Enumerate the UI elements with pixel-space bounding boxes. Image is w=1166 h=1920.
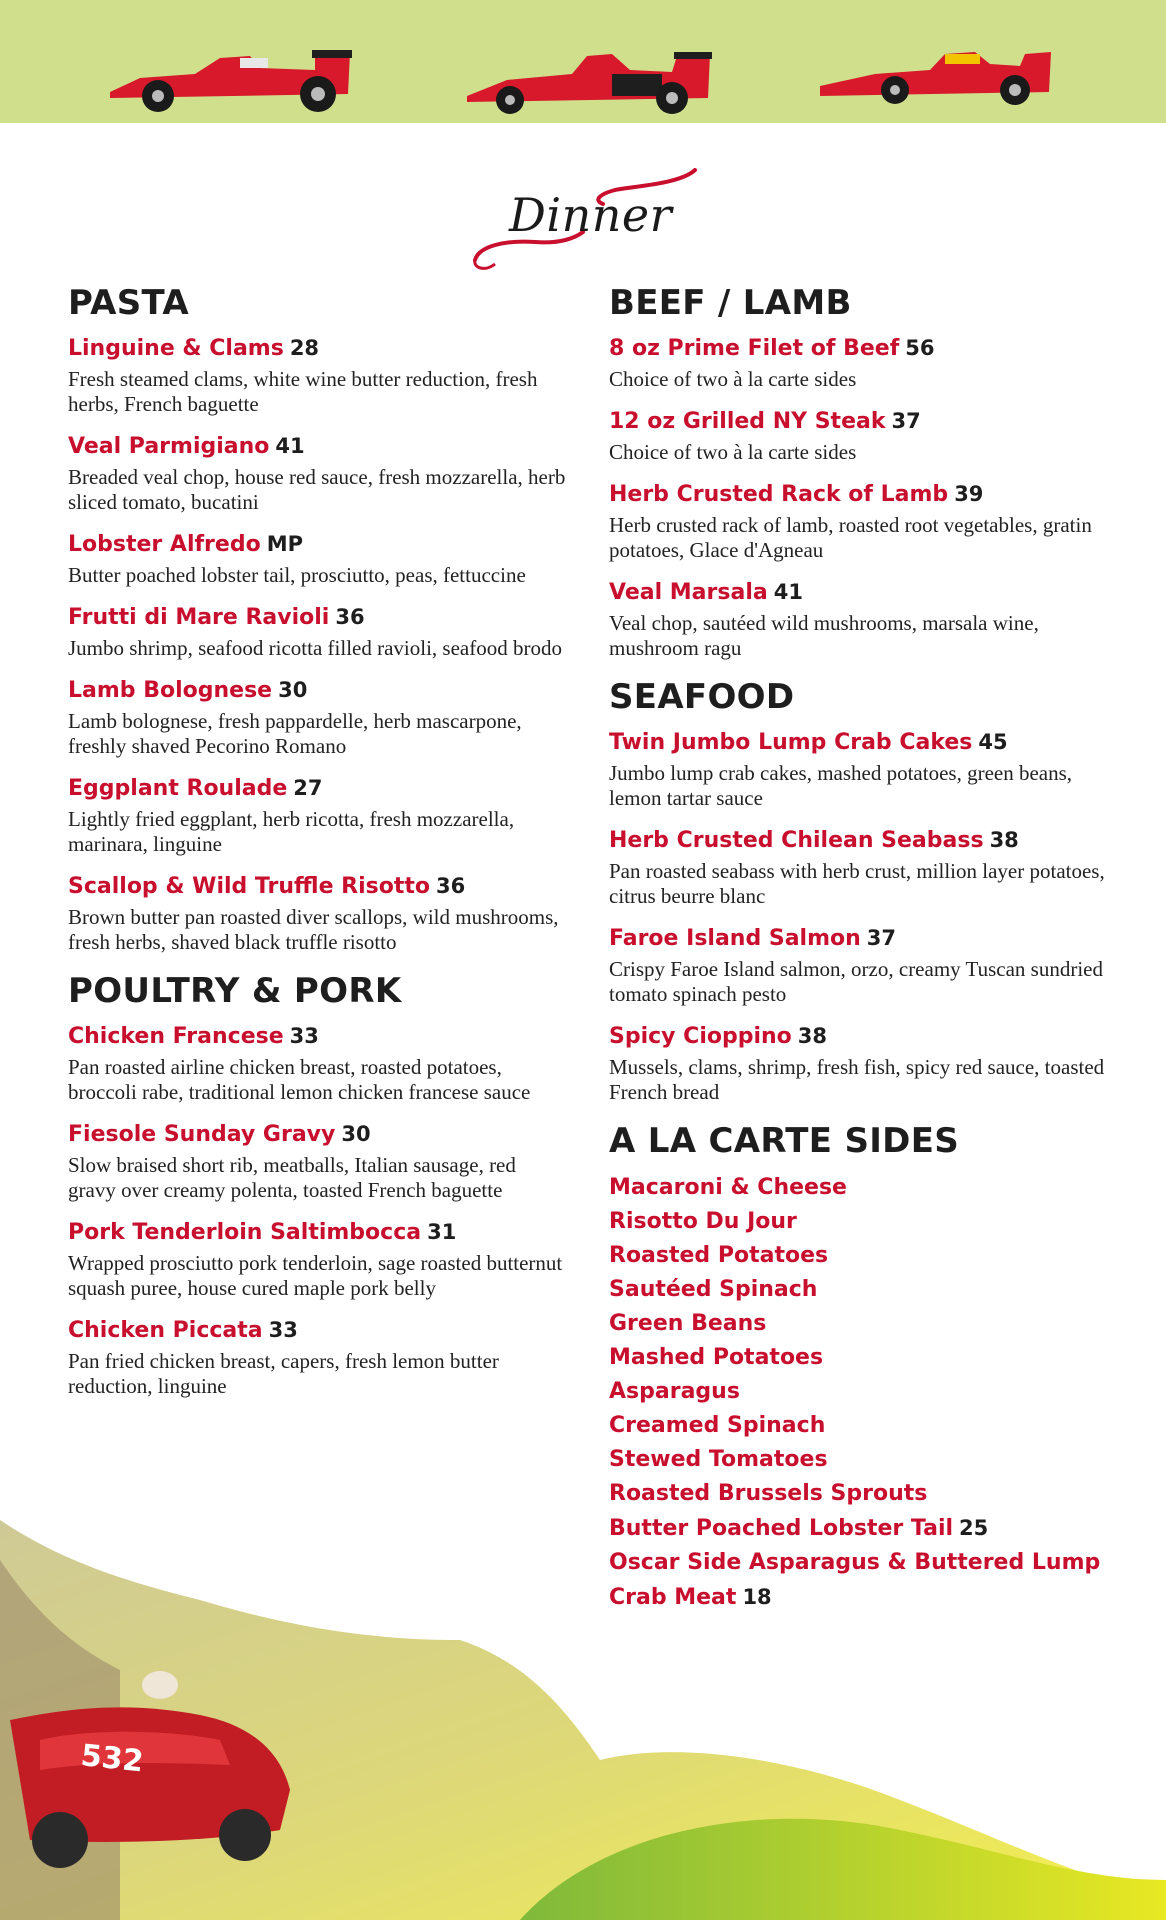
section-title: A LA CARTE SIDES: [609, 1121, 960, 1161]
f1-car-icon: [100, 44, 355, 116]
item-name: Creamed Spinach: [609, 1413, 826, 1438]
item-name: Chicken Francese: [68, 1024, 284, 1049]
side-item: [609, 1172, 1109, 1206]
item-description: Butter poached lobster tail, prosciutto, peas, fettuccine: [68, 563, 526, 587]
item-name: 8 oz Prime Filet of Beef: [609, 336, 900, 361]
item-price: 31: [427, 1220, 457, 1244]
section-title: POULTRY & PORK: [68, 971, 402, 1011]
item-description: Lightly fried eggplant, herb ricotta, fresh mozzarella, marinara, linguine: [68, 807, 515, 856]
item-name: Scallop & Wild Truffle Risotto: [68, 874, 431, 899]
item-name: Twin Jumbo Lump Crab Cakes: [609, 730, 973, 755]
item-description: Brown butter pan roasted diver scallops, wild mushrooms, fresh herbs, shaved black truffle risotto: [68, 905, 559, 954]
menu-item: [68, 1316, 568, 1399]
item-name: Veal Parmigiano: [68, 434, 270, 459]
item-name: Stewed Tomatoes: [609, 1447, 828, 1472]
item-name: Spicy Cioppino: [609, 1024, 792, 1049]
item-description: Lamb bolognese, fresh pappardelle, herb mascarpone, freshly shaved Pecorino Romano: [68, 709, 522, 758]
item-description: Pan roasted airline chicken breast, roasted potatoes, broccoli rabe, traditional lemon chicken francese sauce: [68, 1055, 531, 1104]
item-price: 37: [866, 926, 897, 950]
menu-item: [609, 334, 1109, 392]
item-name: 12 oz Grilled NY Steak: [609, 409, 886, 434]
item-name: Eggplant Roulade: [68, 776, 288, 801]
item-price: 38: [989, 828, 1019, 852]
item-description: Crispy Faroe Island salmon, orzo, creamy Tuscan sundried tomato spinach pesto: [609, 957, 1104, 1006]
section-title: BEEF / LAMB: [609, 283, 852, 323]
menu-item: [609, 1022, 1109, 1105]
item-description: Herb crusted rack of lamb, roasted root vegetables, gratin potatoes, Glace d'Agneau: [609, 513, 1092, 562]
item-name: Lobster Alfredo: [68, 532, 261, 557]
item-name: Herb Crusted Rack of Lamb: [609, 482, 949, 507]
right-column: [609, 282, 1109, 1616]
header-band: [0, 0, 1166, 123]
item-description: Pan fried chicken breast, capers, fresh lemon butter reduction, linguine: [68, 1349, 499, 1398]
item-name: Veal Marsala: [609, 580, 768, 605]
item-description: Breaded veal chop, house red sauce, fresh mozzarella, herb sliced tomato, bucatini: [68, 465, 566, 514]
item-description: Choice of two à la carte sides: [609, 367, 857, 391]
item-name: Faroe Island Salmon: [609, 926, 861, 951]
menu-item: [68, 1218, 568, 1301]
side-item: [609, 1410, 1109, 1444]
section-beef-lamb: [609, 282, 1109, 661]
item-description: Mussels, clams, shrimp, fresh fish, spicy red sauce, toasted French bread: [609, 1055, 1105, 1104]
item-name: Risotto Du Jour: [609, 1209, 797, 1234]
item-name: Herb Crusted Chilean Seabass: [609, 828, 984, 853]
item-name: Macaroni & Cheese: [609, 1175, 847, 1200]
item-name: Fiesole Sunday Gravy: [68, 1122, 336, 1147]
item-description: Choice of two à la carte sides: [609, 440, 857, 464]
item-price: 33: [268, 1318, 298, 1342]
item-price: 41: [773, 580, 803, 604]
item-name: Green Beans: [609, 1311, 767, 1336]
item-price: 45: [978, 730, 1008, 754]
menu-item: [68, 676, 568, 759]
section-poultry-pork: [68, 970, 568, 1399]
item-price: 39: [954, 482, 984, 506]
item-price: 25: [959, 1516, 989, 1540]
menu-item: [609, 480, 1109, 563]
menu-item: [68, 530, 568, 588]
item-name: Roasted Potatoes: [609, 1243, 829, 1268]
section-title: PASTA: [68, 283, 189, 323]
menu-title-block: [465, 164, 705, 274]
side-item: [609, 1376, 1109, 1410]
left-column: [68, 282, 568, 1414]
menu-item: [68, 432, 568, 515]
page-title: Dinner: [509, 188, 673, 242]
item-name: Mashed Potatoes: [609, 1345, 824, 1370]
menu-item: [609, 924, 1109, 1007]
item-price: 30: [278, 678, 308, 702]
menu-item: [68, 1120, 568, 1203]
section-title: SEAFOOD: [609, 677, 795, 717]
item-price: 36: [335, 605, 365, 629]
item-name: Lamb Bolognese: [68, 678, 273, 703]
item-name: Roasted Brussels Sprouts: [609, 1481, 928, 1506]
item-description: Fresh steamed clams, white wine butter reduction, fresh herbs, French baguette: [68, 367, 538, 416]
side-item: [609, 1206, 1109, 1240]
item-price: 41: [275, 434, 305, 458]
item-name: Asparagus: [609, 1379, 740, 1404]
car-number: 532: [79, 1738, 146, 1780]
section-pasta: [68, 282, 568, 955]
item-name: Pork Tenderloin Saltimbocca: [68, 1220, 422, 1245]
menu-item: [68, 774, 568, 857]
race-car-painting-icon: [0, 1500, 1166, 1920]
menu-item: [68, 872, 568, 955]
item-description: Jumbo lump crab cakes, mashed potatoes, green beans, lemon tartar sauce: [609, 761, 1073, 810]
side-item: [609, 1240, 1109, 1274]
menu-item: [68, 1022, 568, 1105]
item-price: 56: [905, 336, 935, 360]
item-price: 36: [436, 874, 466, 898]
item-name: Butter Poached Lobster Tail: [609, 1516, 954, 1541]
item-name: Chicken Piccata: [68, 1318, 263, 1343]
f1-car-icon: [815, 44, 1055, 116]
menu-item: [609, 728, 1109, 811]
item-price: 27: [293, 776, 323, 800]
item-description: Pan roasted seabass with herb crust, million layer potatoes, citrus beurre blanc: [609, 859, 1105, 908]
f1-car-icon: [462, 44, 717, 116]
side-item: [609, 1274, 1109, 1308]
item-price: 38: [797, 1024, 828, 1048]
item-name: Linguine & Clams: [68, 336, 284, 361]
item-price: 37: [891, 409, 921, 433]
menu-item: [609, 578, 1109, 661]
item-description: Jumbo shrimp, seafood ricotta filled ravioli, seafood brodo: [68, 636, 562, 660]
item-name: Sautéed Spinach: [609, 1277, 818, 1302]
side-item: [609, 1444, 1109, 1478]
item-name: Oscar Side Asparagus & Buttered Lump Crab Meat: [609, 1550, 1101, 1610]
item-description: Wrapped prosciutto pork tenderloin, sage roasted butternut squash puree, house cured maple pork belly: [68, 1251, 563, 1300]
side-item: [609, 1342, 1109, 1376]
item-price: 28: [289, 336, 320, 360]
item-description: Slow braised short rib, meatballs, Italian sausage, red gravy over creamy polenta, toasted French baguette: [68, 1153, 516, 1202]
item-description: Veal chop, sautéed wild mushrooms, marsala wine, mushroom ragu: [609, 611, 1039, 660]
item-price: MP: [266, 532, 303, 556]
menu-item: [609, 826, 1109, 909]
menu-item: [68, 334, 568, 417]
item-price: 18: [742, 1585, 772, 1609]
menu-item: [609, 407, 1109, 465]
side-item: [609, 1308, 1109, 1342]
menu-item: [68, 603, 568, 661]
item-name: Frutti di Mare Ravioli: [68, 605, 330, 630]
section-seafood: [609, 676, 1109, 1105]
item-price: 30: [341, 1122, 371, 1146]
item-price: 33: [289, 1024, 319, 1048]
